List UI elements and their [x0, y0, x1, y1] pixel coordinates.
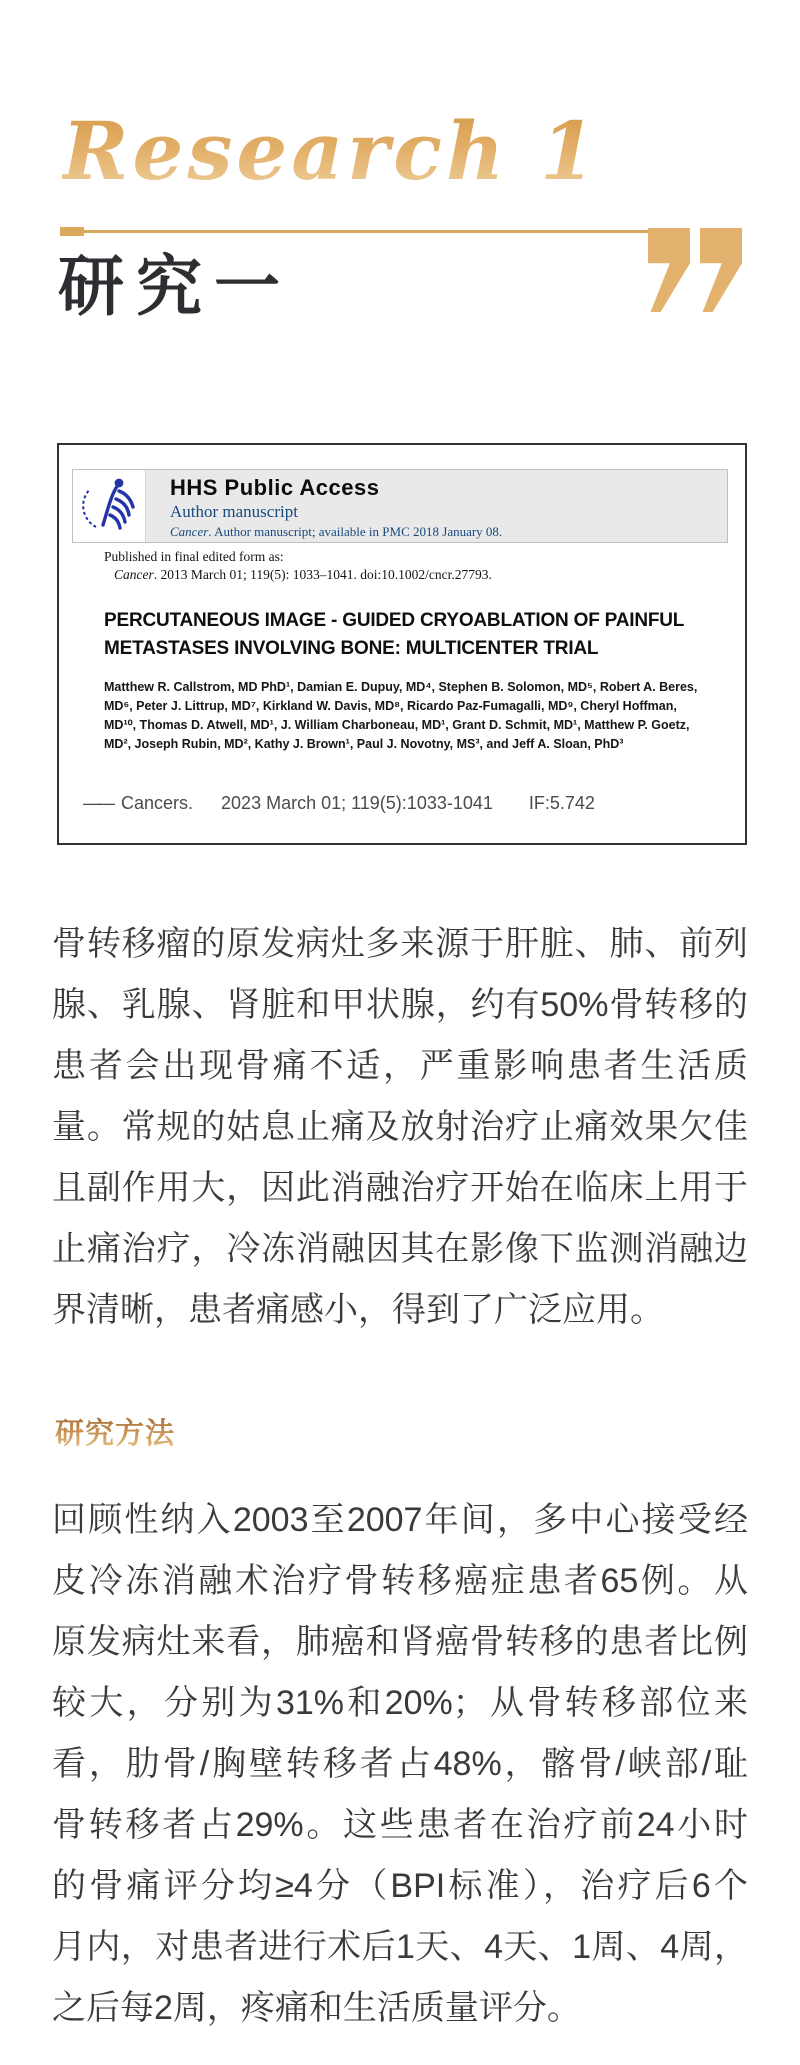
paragraph-line: 量。常规的姑息止痛及放射治疗止痛效果欠佳: [52, 1108, 748, 1146]
hhs-banner-availability: [170, 524, 502, 540]
paragraph-line: 腺、乳腺、肾脏和甲状腺，约有50%骨转移的: [52, 986, 748, 1024]
availability-text: . Author manuscript; available in PMC 2018 January 08.: [208, 524, 503, 539]
paragraph-line: 较大，分别为31%和20%；从骨转移部位来: [52, 1684, 748, 1722]
paper-title-line1: PERCUTANEOUS IMAGE - GUIDED CRYOABLATION OF PAINFUL: [104, 610, 685, 631]
published-reference: [114, 567, 492, 583]
quote-mark-left: [648, 228, 690, 312]
page-title: 研究一: [58, 247, 292, 325]
hhs-banner-text: [146, 470, 502, 542]
published-label: Published in final edited form as:: [104, 549, 284, 564]
paper-authors: Matthew R. Callstrom, MD PhD¹, Damian E. Dupuy, MD⁴, Stephen B. Solomon, MD⁵, Robert A. Beres, MD⁶, Peter J. Littrup, MD⁷, Kirkland W. Davis, MD⁸, Ricardo Paz-Fumagalli, MD⁹, Cheryl Hoffman, MD¹⁰, Thomas D. Atwell, MD¹, J. William Charboneau, MD¹, Grant D. Schmit, MD¹, Matthew P. Goetz, MD², Joseph Rubin, MD², Kathy J. Brown¹, Paul J. Novotny, MS³, and Jeff A. Sloan, PhD³: [104, 680, 698, 751]
methods-heading: 研究方法: [55, 1416, 176, 1450]
paragraph-line: 骨转移瘤的原发病灶多来源于肝脏、肺、前列: [52, 925, 748, 963]
hhs-banner: [72, 469, 728, 543]
paper-citation: [83, 793, 595, 814]
hhs-logo-box: [73, 470, 146, 542]
research-script-title: Research 1: [62, 96, 622, 216]
paragraph-line: 回顾性纳入2003至2007年间，多中心接受经: [52, 1501, 748, 1539]
hhs-banner-subtitle: Author manuscript: [170, 502, 298, 521]
quote-icon: [648, 228, 742, 312]
paragraph-line: 的骨痛评分均≥4分（BPI标准），治疗后6个: [52, 1867, 748, 1905]
paragraph-line: 且副作用大，因此消融治疗开始在临床上用于: [52, 1169, 748, 1207]
divider-line: [60, 230, 650, 233]
hhs-banner-title: HHS Public Access: [170, 475, 380, 500]
citation-issue: 2023 March 01; 119(5):1033-1041: [221, 793, 493, 813]
paragraph-line: 骨转移者占29%。这些患者在治疗前24小时: [52, 1806, 748, 1844]
paragraph-line: 界清晰，患者痛感小，得到了广泛应用。: [52, 1291, 664, 1329]
paragraph-line: 止痛治疗，冷冻消融因其在影像下监测消融边: [52, 1230, 748, 1268]
paper-card: [57, 443, 747, 845]
paragraph-line: 皮冷冻消融术治疗骨转移癌症患者65例。从: [52, 1562, 748, 1600]
citation-impact-factor: IF:5.742: [528, 793, 595, 813]
quote-mark-right: [700, 228, 742, 312]
paragraph-line: 患者会出现骨痛不适，严重影响患者生活质: [52, 1047, 748, 1085]
methods-paragraph: [52, 1490, 748, 2039]
paragraph-line: 月内，对患者进行术后1天、4天、1周、4周，: [52, 1928, 748, 1966]
journal-name-italic: Cancer: [114, 567, 154, 582]
journal-name-italic: Cancer: [170, 524, 209, 539]
paragraph-line: 原发病灶来看，肺癌和肾癌骨转移的患者比例: [52, 1623, 748, 1661]
paper-title-line2: METASTASES INVOLVING BONE: MULTICENTER TRIAL: [104, 638, 599, 659]
intro-paragraph: [52, 914, 748, 1341]
paragraph-line: 之后每2周，疼痛和生活质量评分。: [52, 1989, 581, 2027]
hhs-eagle-icon: [78, 473, 140, 540]
citation-dash: ——: [83, 793, 111, 813]
paper-title: [104, 607, 704, 663]
citation-journal: Cancers.: [121, 793, 194, 813]
reference-text: . 2013 March 01; 119(5): 1033–1041. doi:10.1002/cncr.27793.: [153, 567, 492, 582]
paragraph-line: 看，肋骨/胸壁转移者占48%，髂骨/峡部/耻: [52, 1745, 748, 1783]
